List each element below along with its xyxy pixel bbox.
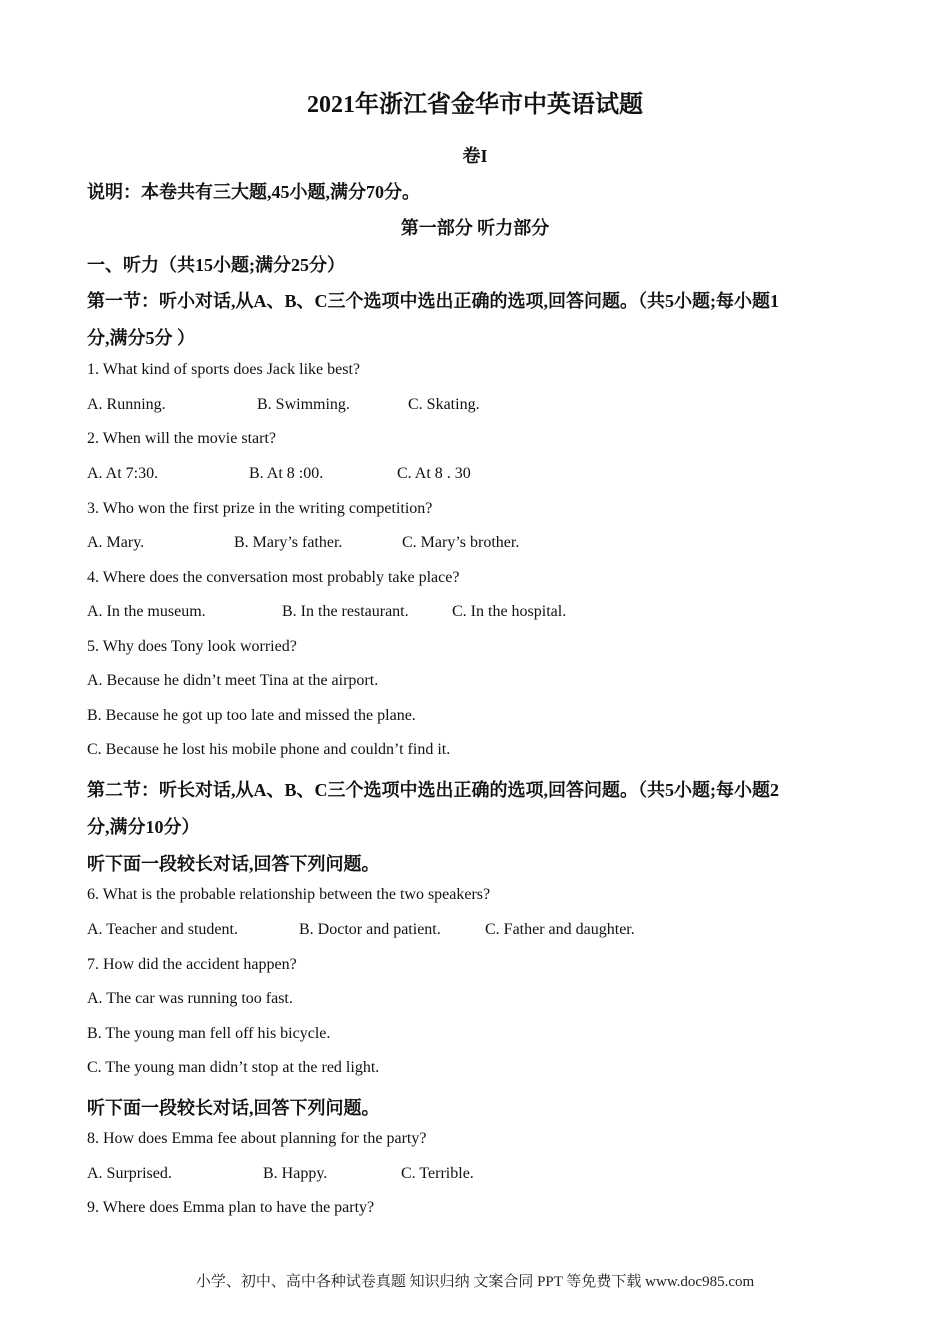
q3-option-c: C. Mary’s brother.	[402, 534, 520, 551]
q2-option-c: C. At 8 . 30	[397, 465, 471, 482]
exam-note: 说明：本卷共有三大题,45小题,满分70分。	[87, 182, 420, 202]
q8-option-b: B. Happy.	[263, 1165, 328, 1182]
q8-option-a: A. Surprised.	[87, 1165, 172, 1182]
question-1: 1. What kind of sports does Jack like best?	[87, 361, 360, 378]
q8-option-c: C. Terrible.	[401, 1165, 474, 1182]
q7-option-b: B. The young man fell off his bicycle.	[87, 1025, 331, 1042]
page-title: 2021年浙江省金华市中英语试题	[307, 92, 643, 118]
question-2: 2. When will the movie start?	[87, 430, 276, 447]
q6-option-c: C. Father and daughter.	[485, 921, 635, 938]
section1-instruction-line1: 第一节：听小对话,从A、B、C三个选项中选出正确的选项,回答问题。（共5小题;每小题1	[87, 291, 779, 311]
volume-label: 卷I	[462, 146, 488, 166]
q7-option-c: C. The young man didn’t stop at the red light.	[87, 1059, 380, 1076]
q7-option-a: A. The car was running too fast.	[87, 990, 293, 1007]
q4-option-c: C. In the hospital.	[452, 603, 567, 620]
q5-option-a: A. Because he didn’t meet Tina at the airport.	[87, 672, 379, 689]
q3-option-a: A. Mary.	[87, 534, 145, 551]
question-9: 9. Where does Emma plan to have the party?	[87, 1199, 375, 1216]
section2-instruction-line1: 第二节：听长对话,从A、B、C三个选项中选出正确的选项,回答问题。（共5小题;每小题2	[87, 780, 779, 800]
q4-option-a: A. In the museum.	[87, 603, 206, 620]
question-7: 7. How did the accident happen?	[87, 956, 297, 973]
q5-option-c: C. Because he lost his mobile phone and couldn’t find it.	[87, 741, 451, 758]
q1-option-c: C. Skating.	[408, 396, 480, 413]
part-heading: 第一部分 听力部分	[400, 218, 550, 238]
q1-option-a: A. Running.	[87, 396, 166, 413]
question-8: 8. How does Emma fee about planning for the party?	[87, 1130, 427, 1147]
page-footer: 小学、初中、高中各种试卷真题 知识归纳 文案合同 PPT 等免费下载 www.doc985.com	[195, 1274, 755, 1290]
listening-prompt: 听下面一段较长对话,回答下列问题。	[87, 854, 380, 874]
q4-option-b: B. In the restaurant.	[282, 603, 409, 620]
q2-option-a: A. At 7:30.	[87, 465, 159, 482]
section1-instruction-line2: 分,满分5分 ）	[87, 328, 195, 348]
q1-option-b: B. Swimming.	[257, 396, 350, 413]
q6-option-b: B. Doctor and patient.	[299, 921, 441, 938]
q5-option-b: B. Because he got up too late and missed the plane.	[87, 707, 416, 724]
section-heading: 一、听力（共15小题;满分25分）	[87, 255, 345, 275]
listening-prompt: 听下面一段较长对话,回答下列问题。	[87, 1098, 380, 1118]
question-3: 3. Who won the first prize in the writing competition?	[87, 500, 433, 517]
section2-instruction-line2: 分,满分10分）	[87, 817, 200, 837]
question-4: 4. Where does the conversation most probably take place?	[87, 569, 460, 586]
q2-option-b: B. At 8 :00.	[249, 465, 324, 482]
q6-option-a: A. Teacher and student.	[87, 921, 238, 938]
question-5: 5. Why does Tony look worried?	[87, 638, 297, 655]
question-6: 6. What is the probable relationship between the two speakers?	[87, 886, 491, 903]
q3-option-b: B. Mary’s father.	[234, 534, 343, 551]
